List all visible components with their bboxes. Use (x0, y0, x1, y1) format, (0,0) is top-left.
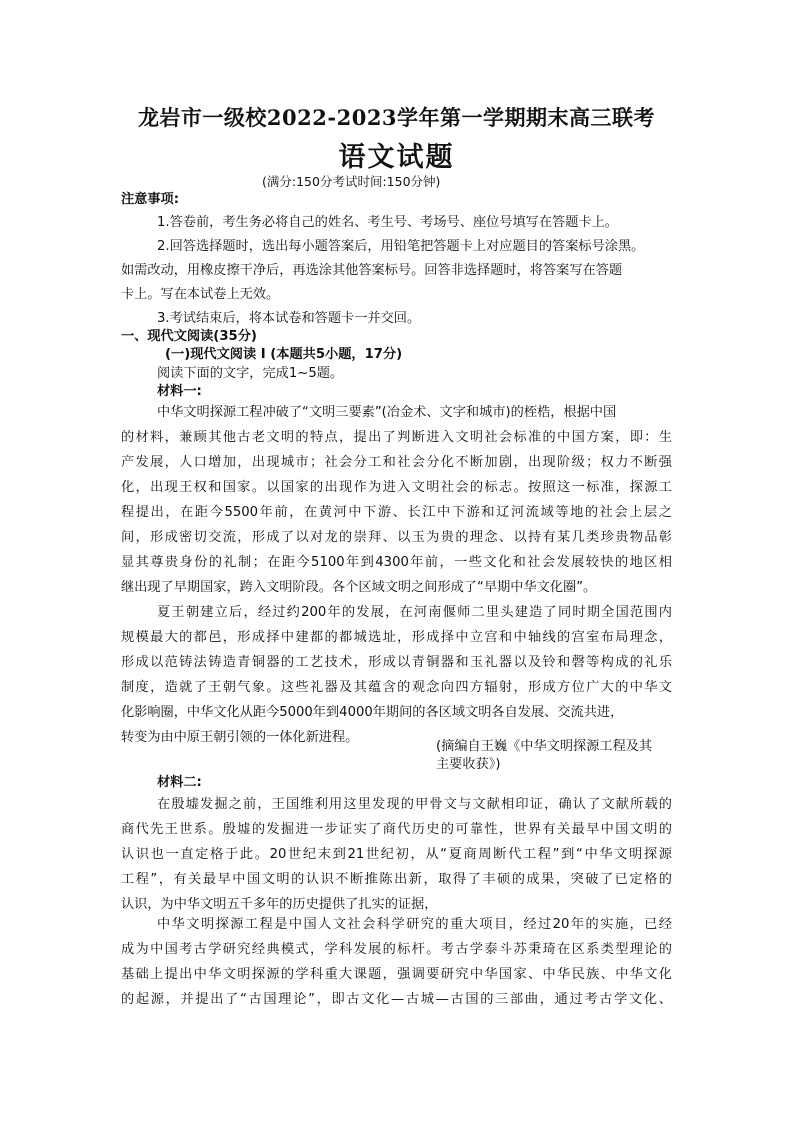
material-2-line: 工程”，有关最早中国文明的认识不断推陈出新，取得了丰硕的成果，突破了已定格的 (121, 872, 672, 887)
notes-item-2-line-1: 2.回答选择题时，选出每小题答案后，用铅笔把答题卡上对应题目的答案标号涂黑。 (157, 239, 645, 254)
material-1-line: 夏王朝建立后，经过约200年的发展，在河南偃师二里头建造了同时期全国范围内 (157, 605, 672, 620)
material-1-line: 间，形成密切交流，形成了以对龙的崇拜、以玉为贵的理念、以持有某几类珍贵物品彰 (121, 530, 672, 545)
material-1-line: 产发展，人口增加，出现城市；社会分工和社会分化不断加剧，出现阶级；权力不断强 (121, 455, 672, 470)
material-2-line: 认识也一直定格于此。20世纪末到21世纪初，从“夏商周断代工程”到“中华文明探源 (121, 847, 672, 862)
notes-item-1: 1.答卷前，考生务必将自己的姓名、考生号、考场号、座位号填写在答题卡上。 (157, 215, 618, 230)
material-1-line: 程提出，在距今5500年前，在黄河中下游、长江中下游和辽河流域等地的社会上层之 (121, 505, 672, 520)
material-2-line: 认识，为中华文明五千多年的历史提供了扎实的证据， (121, 897, 438, 912)
material-1-line: 显其尊贵身份的礼制；在距今5100年到4300年前，一些文化和社会发展较快的地区相 (121, 555, 672, 570)
material-2-line: 中华文明探源工程是中国人文社会科学研究的重大项目，经过20年的实施，已经 (157, 917, 672, 932)
exam-title: 龙岩市一级校2022-2023学年第一学期期末高三联考 (137, 105, 656, 130)
exam-info: (满分:150分考试时间:150分钟) (262, 174, 441, 189)
subsection-heading: (一)现代文阅读 I (本题共5小题，17分) (165, 347, 403, 362)
section-heading: 一、现代文阅读(35分) (121, 329, 257, 344)
material-1-line: 化影响圈，中华文化从距今5000年到4000年期间的各区域文明各自发展、交流共进， (121, 705, 624, 720)
material-1-source: 主要收获》) (436, 757, 501, 772)
material-1-line: 化，出现王权和国家。以国家的出现作为进入文明社会的标志。按照这一标准，探源工 (121, 480, 672, 495)
material-1-line: 形成以范铸法铸造青铜器的工艺技术，形成以青铜器和玉礼器以及铃和磬等构成的礼乐 (121, 655, 672, 670)
notes-item-3: 3.考试结束后，将本试卷和答题卡一并交回。 (157, 311, 421, 326)
notes-item-2-line-2: 如需改动，用橡皮擦干净后，再选涂其他答案标号。回答非选择题时，将答案写在答题 (121, 263, 623, 278)
notes-item-2-line-3: 卡上。写在本试卷上无效。 (121, 287, 280, 302)
material-2-line: 商代先王世系。殷墟的发掘进一步证实了商代历史的可靠性，世界有关最早中国文明的 (121, 822, 672, 837)
material-1-line: 规模最大的都邑，形成择中建都的都城选址，形成择中立宫和中轴线的宫室布局理念， (121, 630, 672, 645)
material-1-line: 的材料，兼顾其他古老文明的特点，提出了判断进入文明社会标准的中国方案，即：生 (121, 430, 672, 445)
material-1-line: 中华文明探源工程冲破了“文明三要素”(冶金术、文字和城市)的桎梏，根据中国 (157, 405, 617, 420)
material-1-line: 转变为由中原王朝引领的一体化新进程。 (121, 730, 359, 745)
reading-instruction: 阅读下面的文字，完成1~5题。 (157, 366, 344, 381)
material-1-source: (摘编自王巍《中华文明探源工程及其 (436, 739, 653, 754)
material-1-line: 制度，造就了王朝气象。这些礼器及其蕴含的观念向四方辐射，形成方位广大的中华文 (121, 680, 672, 695)
subject-title: 语文试题 (338, 142, 455, 173)
material-1-label: 材料一: (157, 384, 202, 399)
material-2-line: 的起源，并提出了“古国理论”，即古文化—古城—古国的三部曲，通过考古学文化、 (121, 992, 672, 1007)
material-2-line: 成为中国考古学研究经典模式，学科发展的标杆。考古学泰斗苏秉琦在区系类型理论的 (121, 942, 672, 957)
material-1-line: 继出现了早期国家，跨入文明阶段。各个区域文明之间形成了“早期中华文化圈”。 (121, 580, 597, 595)
material-2-label: 材料二: (157, 775, 202, 790)
material-2-line: 在殷墟发掘之前，王国维利用这里发现的甲骨文与文献相印证，确认了文献所载的 (157, 797, 672, 812)
material-2-line: 基础上提出中华文明探源的学科重大课题，强调要研究中华国家、中华民族、中华文化 (121, 967, 672, 982)
notes-heading: 注意事项: (121, 192, 180, 207)
